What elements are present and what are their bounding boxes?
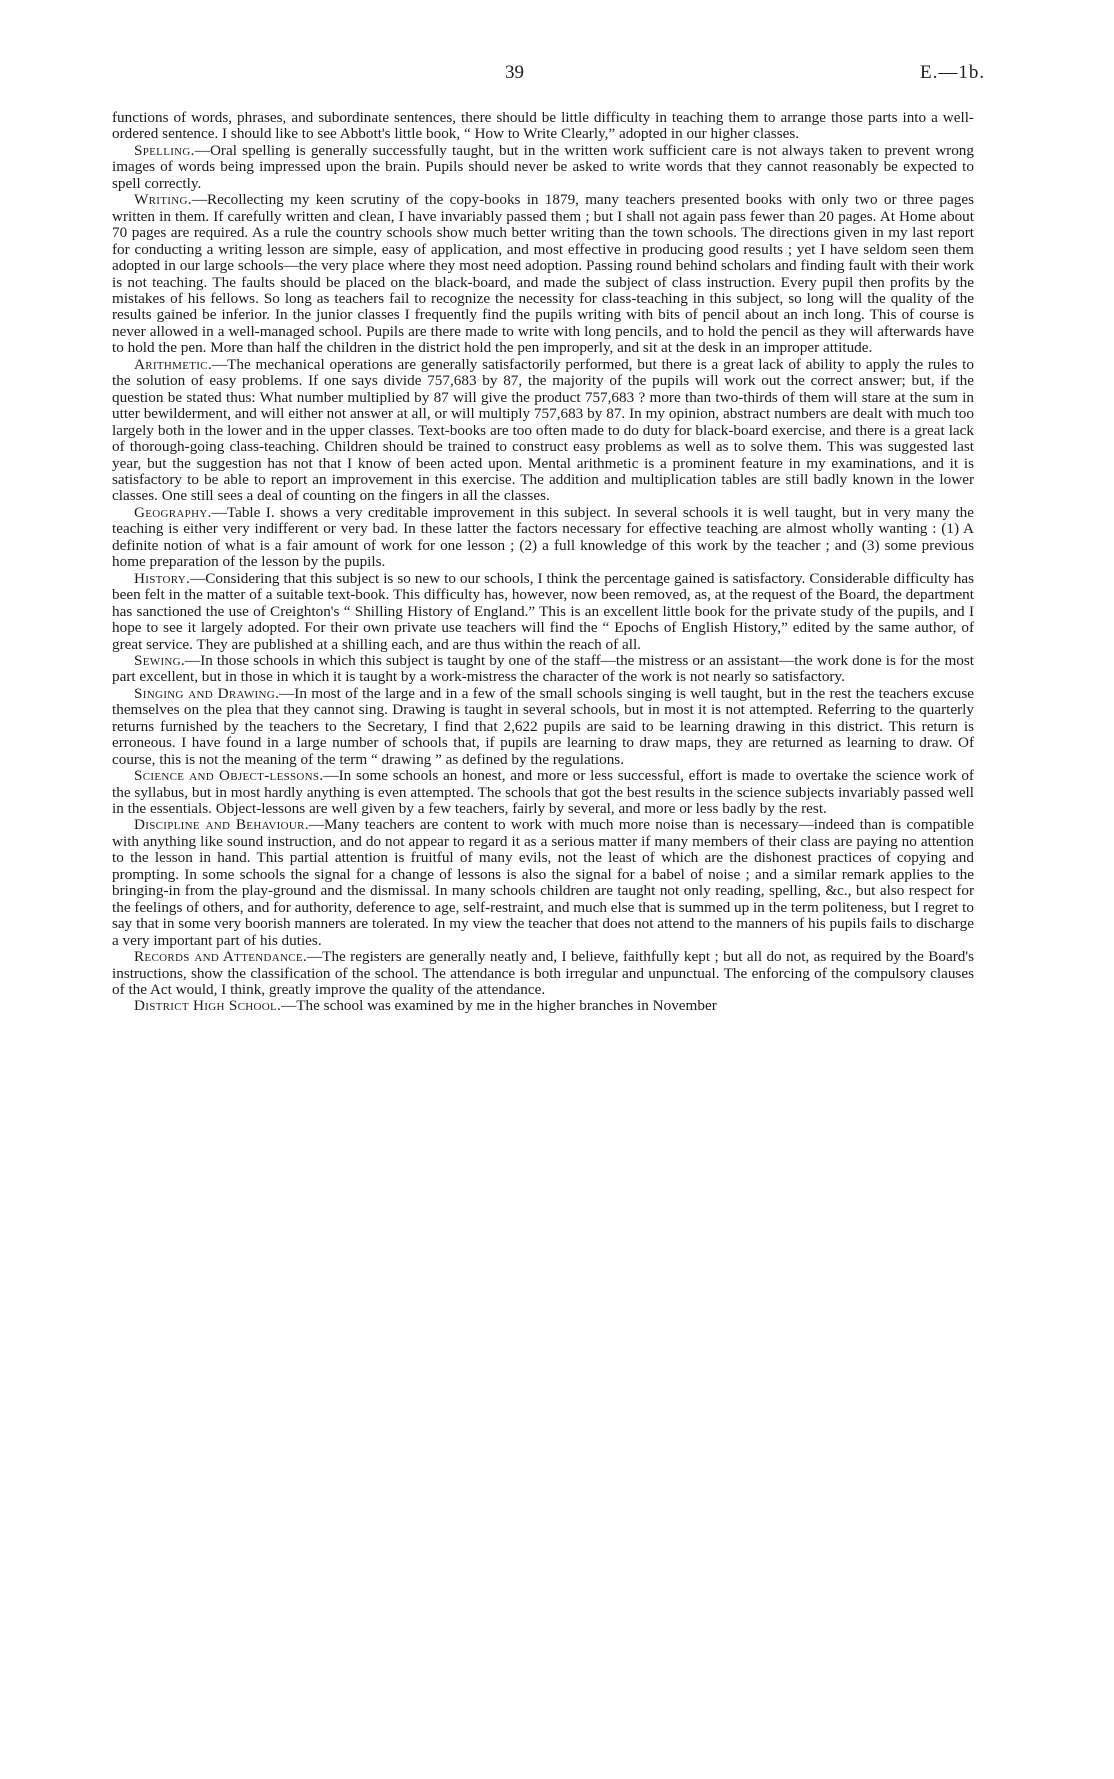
- paragraph-science-object-lessons: [112, 768, 974, 817]
- paragraph-singing-drawing: [112, 686, 974, 768]
- section-heading-writing: Writing.: [134, 191, 192, 209]
- paragraph-spelling: [112, 143, 974, 192]
- paragraph-history: [112, 571, 974, 653]
- section-heading-district-high-school: District High School.: [134, 997, 282, 1015]
- paragraph-text: —Table I. shows a very creditable improvement in this subject. In several schools it is well taught, but in very many the teaching is either very indifferent or very bad. In these latter the factors necessary for effective teaching are almost wholly wanting : (1) A definite notion of what is a fair amount of work for one lesson ; (2) a full knowledge of this work by the teacher ; and (3) some previous home preparation of the lesson by the pupils.: [112, 503, 974, 571]
- paragraph-records-attendance: [112, 949, 974, 998]
- paragraph-geography: [112, 505, 974, 571]
- paragraph-text: —Many teachers are content to work with much more noise than is necessary—indeed than is compatible with anything like sound instruction, and do not appear to regard it as a serious matter if many members of their class are paying no attention to the lesson in hand. This partial attention is fruitful of many evils, not the least of which are the dishonest practices of copying and prompting. In some schools the signal for a change of lessons is also the signal for a babel of noise ; and a similar remark applies to the bringing-in from the play-ground and the dismissal. In many schools children are taught not only reading, spelling, &c., but also respect for the feelings of others, and for authority, deference to age, self-restraint, and much else that is summed up in the term politeness, but I regret to say that in some very boorish manners are tolerated. In my view the teacher that does not attend to the manners of his pupils fails to discharge a very important part of his duties.: [112, 816, 974, 949]
- section-heading-geography: Geography.: [134, 503, 212, 521]
- section-heading-discipline-behaviour: Discipline and Behaviour.: [134, 816, 309, 834]
- section-heading-history: History.: [134, 569, 191, 587]
- series-reference: E.—1b.: [920, 62, 986, 83]
- paragraph-arithmetic: [112, 357, 974, 505]
- section-heading-sewing: Sewing.: [134, 651, 185, 669]
- paragraph-text: —The registers are generally neatly and, I believe, faithfully kept ; but all do not, as required by the Board's instructions, show the classification of the school. The attendance is both irregular and unpunctual. The enforcing of the compulsory clauses of the Act would, I think, greatly improve the quality of the attendance.: [112, 948, 974, 999]
- paragraph-text: —The school was examined by me in the higher branches in November: [281, 997, 717, 1015]
- section-heading-science-object-lessons: Science and Object-lessons.: [134, 767, 324, 785]
- section-heading-spelling: Spelling.: [134, 141, 195, 159]
- paragraph-discipline-behaviour: [112, 817, 974, 949]
- report-body: [112, 110, 974, 1015]
- paragraph-text: —Recollecting my keen scrutiny of the copy-books in 1879, many teachers presented books with only two or three pages written in them. If carefully written and clean, I have invariably passed them ; but I shall not again pass fewer than 20 pages. At Home about 70 pages are required. As a rule the country schools show much better writing than the town schools. The directions given in my last report for conducting a writing lesson are simple, easy of application, and most effective in producing good results ; yet I have seldom seen them adopted in our large schools—the very place where they most need adoption. Passing round behind scholars and finding fault with their work is not teaching. The faults should be placed on the black-board, and made the subject of class instruction. Every pupil then profits by the mistakes of his fellows. So long as teachers fail to recognize the necessity for class-teaching in this subject, so long will the quality of the results gained be inferior. In the junior classes I frequently find the pupils writing with bits of pencil about an inch long. This of course is never allowed in a well-managed school. Pupils are there made to write with long pencils, and to hold the pencil as they will afterwards have to hold the pen. More than half the children in the district hold the pen improperly, and sit at the desk in an improper attitude.: [112, 191, 974, 357]
- paragraph-text: functions of words, phrases, and subordinate sentences, there should be little difficulty in teaching them to arrange those parts into a well-ordered sentence. I should like to see Abbott's little book, “ How to Write Clearly,” adopted in our higher classes.: [112, 109, 974, 143]
- page-number: 39: [505, 62, 524, 83]
- paragraph-writing: [112, 192, 974, 357]
- section-heading-singing-drawing: Singing and Drawing.: [134, 684, 280, 702]
- paragraph-text: —The mechanical operations are generally satisfactorily performed, but there is a great lack of ability to apply the rules to the solution of easy problems. If one says divide 757,683 by 87, the majority of the pupils will work out the correct answer; but, if the question be stated thus: What number multiplied by 87 will give the product 757,683 ? more than two-thirds of them will stare at the sum in utter bewilderment, and will either not answer at all, or will multiply 757,683 by 87. In my opinion, abstract numbers are dealt with much too largely both in the lower and in the upper classes. Text-books are too often made to do duty for black-board exercise, and there is a great lack of thorough-going class-teaching. Children should be trained to construct easy problems as well as to solve them. This was suggested last year, but the suggestion has not that I know of been acted upon. Mental arithmetic is a prominent feature in my examinations, and it is satisfactory to be able to report an improvement in this exercise. The addition and multiplication tables are still badly known in the lower classes. One still sees a deal of counting on the fingers in all the classes.: [112, 355, 974, 505]
- paragraph-district-high-school: [112, 998, 974, 1014]
- paragraph-text: —In those schools in which this subject is taught by one of the staff—the mistress or an assistant—the work done is for the most part excellent, but in those in which it is taught by a work-mistress the character of the work is not nearly so satisfactory.: [112, 651, 974, 686]
- paragraph-sewing: [112, 653, 974, 686]
- paragraph-text: —Oral spelling is generally successfully taught, but in the written work sufficient care is not always taken to prevent wrong images of words being impressed upon the brain. Pupils should never be asked to write words that they cannot reasonably be expected to spell correctly.: [112, 141, 974, 192]
- paragraph-text: —In some schools an honest, and more or less successful, effort is made to overtake the science work of the syllabus, but in most hardly anything is even attempted. The schools that got the best results in the science subjects invariably passed well in the essentials. Object-lessons are well given by a few teachers, fairly by several, and more or less badly by the rest.: [112, 767, 974, 818]
- section-heading-records-attendance: Records and Attendance.: [134, 948, 307, 966]
- paragraph-continuation: [112, 110, 974, 143]
- section-heading-arithmetic: Arithmetic.: [134, 355, 212, 373]
- page-header: [0, 62, 1114, 92]
- paragraph-text: —In most of the large and in a few of the small schools singing is well taught, but in the rest the teachers excuse themselves on the plea that they cannot sing. Drawing is taught in several schools, but in most it is not attempted. Referring to the quarterly returns furnished by the teachers to the Secretary, I find that 2,622 pupils are said to be learning drawing in this district. This return is erroneous. I have found in a large number of schools that, if pupils are learning to draw maps, they are returned as learning to draw. Of course, this is not the meaning of the term “ drawing ” as defined by the regulations.: [112, 684, 974, 768]
- paragraph-text: —Considering that this subject is so new to our schools, I think the percentage gained is satisfactory. Considerable difficulty has been felt in the matter of a suitable text-book. This difficulty has, however, now been removed, as, at the request of the Board, the department has sanctioned the use of Creighton's “ Shilling History of England.” This is an excellent little book for the private study of the pupils, and I hope to see it largely adopted. For their own private use teachers will find the “ Epochs of English History,” edited by the same author, of great service. They are published at a shilling each, and are thus within the reach of all.: [112, 569, 974, 653]
